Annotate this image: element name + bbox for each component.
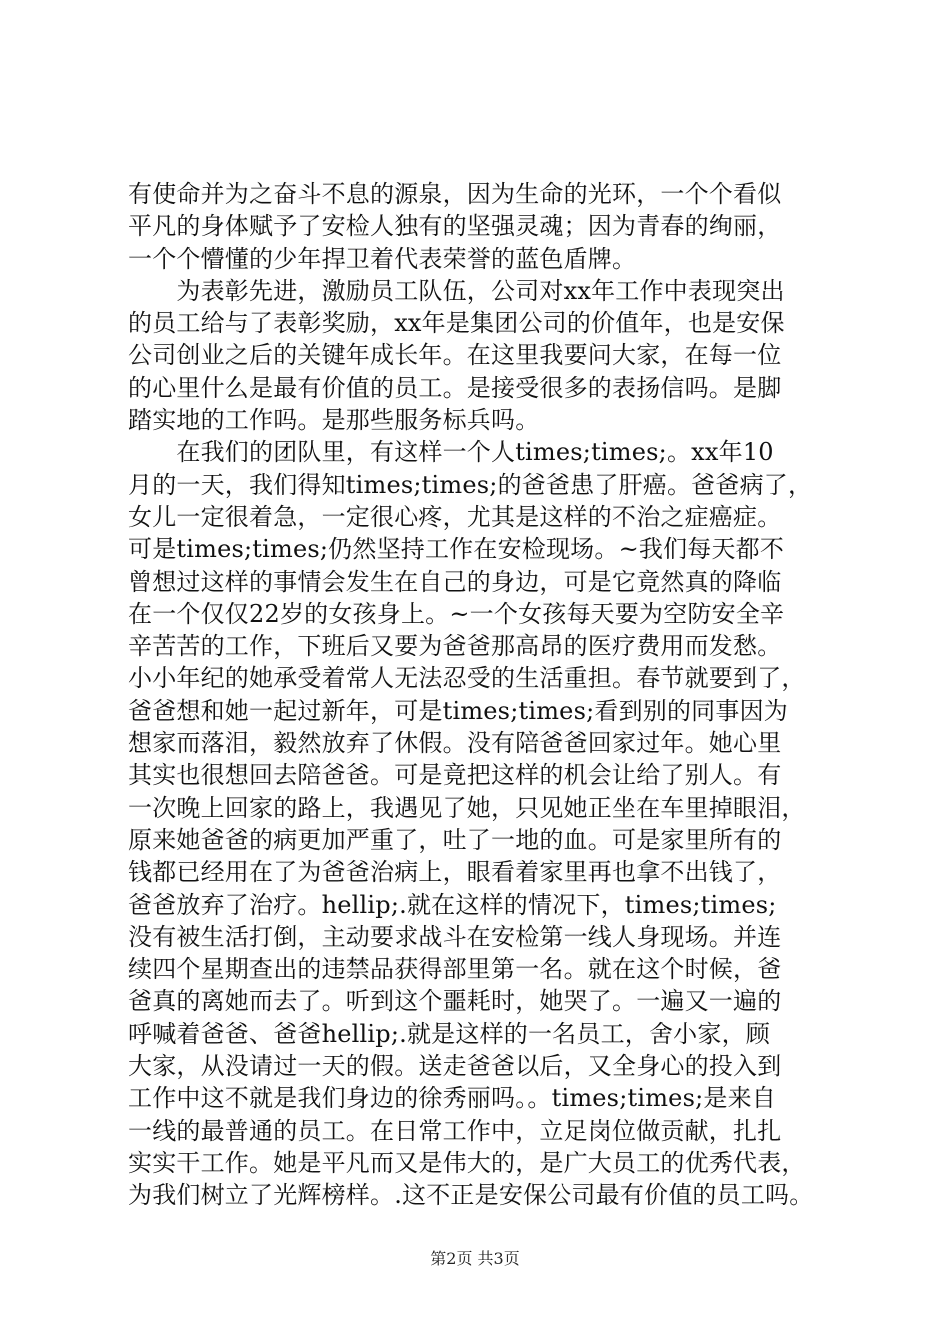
text-line: 踏实地的工作吗。是那些服务标兵吗。 bbox=[128, 406, 540, 435]
text-line: 爸爸想和她一起过新年，可是times;times;看到别的同事因为 bbox=[128, 696, 788, 725]
text-line: 平凡的身体赋予了安检人独有的坚强灵魂；因为青春的绚丽， bbox=[128, 212, 782, 241]
text-line: 原来她爸爸的病更加严重了，吐了一地的血。可是家里所有的 bbox=[128, 825, 782, 854]
text-line: 在我们的团队里，有这样一个人times;times;。xx年10 bbox=[128, 438, 774, 467]
text-line: 实实干工作。她是平凡而又是伟大的，是广大员工的优秀代表， bbox=[128, 1148, 806, 1177]
text-line: 在一个仅仅22岁的女孩身上。~一个女孩每天要为空防安全辛 bbox=[128, 599, 785, 628]
text-line: 没有被生活打倒，主动要求战斗在安检第一线人身现场。并连 bbox=[128, 922, 782, 951]
text-line: 爸真的离她而去了。听到这个噩耗时，她哭了。一遍又一遍的 bbox=[128, 987, 782, 1016]
text-line: 为表彰先进，激励员工队伍，公司对xx年工作中表现突出 bbox=[128, 276, 785, 305]
text-line: 爸爸放弃了治疗。hellip;.就在这样的情况下，times;times; bbox=[128, 890, 777, 919]
text-line: 女儿一定很着急，一定很心疼，尤其是这样的不治之症癌症。 bbox=[128, 502, 782, 531]
text-line: 的员工给与了表彰奖励，xx年是集团公司的价值年，也是安保 bbox=[128, 309, 785, 338]
text-line: 一个个懵懂的少年捍卫着代表荣誉的蓝色盾牌。 bbox=[128, 244, 637, 273]
page-number-footer: 第2页 共3页 bbox=[430, 1249, 520, 1268]
text-line: 钱都已经用在了为爸爸治病上，眼看着家里再也拿不出钱了， bbox=[128, 858, 782, 887]
text-line: 公司创业之后的关键年成长年。在这里我要问大家，在每一位 bbox=[128, 341, 782, 370]
text-line: 想家而落泪，毅然放弃了休假。没有陪爸爸回家过年。她心里 bbox=[128, 729, 782, 758]
body-text bbox=[128, 178, 828, 1212]
text-line: 工作中这不就是我们身边的徐秀丽吗。。times;times;是来自 bbox=[128, 1084, 776, 1113]
text-line: 大家，从没请过一天的假。送走爸爸以后，又全身心的投入到 bbox=[128, 1052, 782, 1081]
text-line: 小小年纪的她承受着常人无法忍受的生活重担。春节就要到了， bbox=[128, 664, 806, 693]
text-line: 一线的最普通的员工。在日常工作中，立足岗位做贡献，扎扎 bbox=[128, 1116, 782, 1145]
text-line: 有使命并为之奋斗不息的源泉，因为生命的光环，一个个看似 bbox=[128, 180, 782, 208]
text-line: 续四个星期查出的违禁品获得部里第一名。就在这个时候，爸 bbox=[128, 955, 782, 984]
text-line: 曾想过这样的事情会发生在自己的身边，可是它竟然真的降临 bbox=[128, 567, 782, 596]
text-line: 其实也很想回去陪爸爸。可是竟把这样的机会让给了别人。有 bbox=[128, 761, 782, 790]
text-line: 为我们树立了光辉榜样。.这不正是安保公司最有价值的员工吗。 bbox=[128, 1181, 814, 1210]
text-line: 的心里什么是最有价值的员工。是接受很多的表扬信吗。是脚 bbox=[128, 373, 782, 402]
text-line: 呼喊着爸爸、爸爸hellip;.就是这样的一名员工，舍小家，顾 bbox=[128, 1019, 770, 1048]
text-line: 可是times;times;仍然坚持工作在安检现场。~我们每天都不 bbox=[128, 535, 785, 564]
text-line: 一次晚上回家的路上，我遇见了她，只见她正坐在车里掉眼泪， bbox=[128, 793, 806, 822]
text-line: 辛苦苦的工作，下班后又要为爸爸那高昂的医疗费用而发愁。 bbox=[128, 632, 782, 661]
text-line: 月的一天，我们得知times;times;的爸爸患了肝癌。爸爸病了， bbox=[128, 470, 813, 499]
